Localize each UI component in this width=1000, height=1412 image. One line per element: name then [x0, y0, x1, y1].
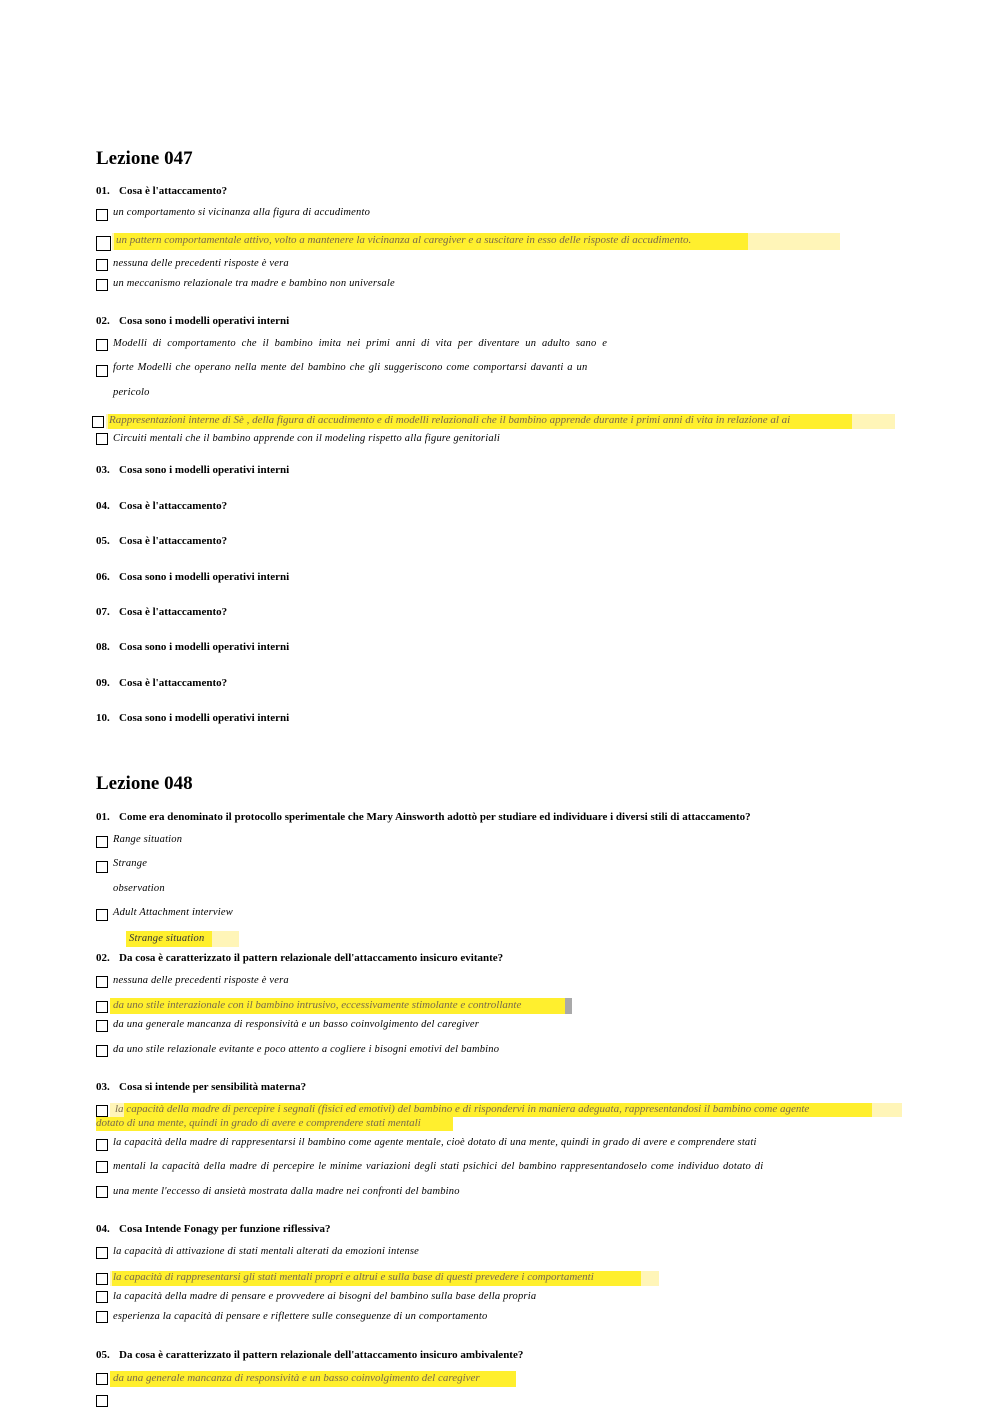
- question-number: 10.: [96, 712, 110, 724]
- l47-q10: [96, 712, 289, 724]
- answer-checkbox[interactable]: [96, 1247, 108, 1259]
- question-number: 02.: [96, 315, 110, 327]
- question-text: Cosa è l'attaccamento?: [119, 535, 228, 547]
- answer-text-highlighted: la capacità di rappresentarsi gli stati mentali propri e altrui e sulla base di questi prevedere i comportamenti: [113, 1271, 594, 1283]
- answer-checkbox[interactable]: [96, 1139, 108, 1151]
- answer-text: pericolo: [113, 387, 150, 398]
- question-number: 08.: [96, 641, 110, 653]
- l47-q07: [96, 606, 227, 618]
- answer-text: Strange: [113, 858, 148, 869]
- answer-checkbox[interactable]: [96, 236, 111, 251]
- answer-checkbox[interactable]: [92, 416, 104, 428]
- answer-checkbox[interactable]: [96, 976, 108, 988]
- question-number: 03.: [96, 464, 110, 476]
- answer-checkbox[interactable]: [96, 279, 108, 291]
- question-text: Cosa sono i modelli operativi interni: [119, 315, 290, 327]
- l47-q01: [96, 185, 227, 197]
- answer-checkbox[interactable]: [96, 1161, 108, 1173]
- answer-checkbox[interactable]: [96, 1291, 108, 1303]
- answer-checkbox[interactable]: [96, 1045, 108, 1057]
- question-number: 03.: [96, 1081, 110, 1093]
- answer-text: una mente l'eccesso di ansietà mostrata dalla madre nei confronti del bambino: [113, 1186, 460, 1197]
- question-number: 01.: [96, 811, 110, 823]
- answer-text: da una generale mancanza di responsività e un basso coinvolgimento del caregiver: [113, 1019, 480, 1030]
- answer-text: esperienza la capacità di pensare e riflettere sulle conseguenze di un comportamento: [113, 1311, 488, 1322]
- question-text: Cosa sono i modelli operativi interni: [119, 712, 290, 724]
- question-text: Cosa è l'attaccamento?: [119, 606, 228, 618]
- answer-checkbox[interactable]: [96, 209, 108, 221]
- answer-checkbox[interactable]: [96, 433, 108, 445]
- l48-q01: [96, 811, 751, 823]
- l47-q04: [96, 500, 227, 512]
- l47-q03: [96, 464, 289, 476]
- answer-text: nessuna delle precedenti risposte è vera: [113, 975, 289, 986]
- answer-checkbox[interactable]: [96, 1311, 108, 1323]
- answer-text: Range situation: [113, 834, 183, 845]
- answer-checkbox[interactable]: [96, 1105, 108, 1117]
- question-text: Da cosa è caratterizzato il pattern relazionale dell'attaccamento insicuro evitante?: [119, 952, 504, 964]
- answer-text: Modelli di comportamento che il bambino imita nei primi anni di vita per diventare un adulto sano e: [113, 338, 608, 349]
- answer-text: nessuna delle precedenti risposte è vera: [113, 258, 289, 269]
- l48-q03: [96, 1081, 306, 1093]
- question-number: 05.: [96, 1349, 110, 1361]
- answer-text-highlighted: da uno stile interazionale con il bambino intrusivo, eccessivamente stimolante e controllante: [113, 999, 522, 1011]
- answer-text: la capacità della madre di rappresentarsi il bambino come agente mentale, cioè dotato di una mente, quindi in grado di avere e comprendere stati: [113, 1137, 757, 1148]
- question-number: 01.: [96, 185, 110, 197]
- question-text: Cosa sono i modelli operativi interni: [119, 464, 290, 476]
- question-number: 05.: [96, 535, 110, 547]
- answer-checkbox[interactable]: [96, 836, 108, 848]
- answer-checkbox[interactable]: [96, 339, 108, 351]
- question-text: Cosa Intende Fonagy per funzione riflessiva?: [119, 1223, 331, 1235]
- answer-text-highlighted: Strange situation: [129, 933, 205, 944]
- answer-checkbox[interactable]: [96, 1373, 108, 1385]
- question-text: Cosa è l'attaccamento?: [119, 185, 228, 197]
- answer-checkbox[interactable]: [96, 1001, 108, 1013]
- answer-checkbox[interactable]: [96, 909, 108, 921]
- question-text: Cosa sono i modelli operativi interni: [119, 571, 290, 583]
- answer-checkbox[interactable]: [96, 861, 108, 873]
- l48-q04: [96, 1223, 331, 1235]
- l47-q02: [96, 315, 289, 327]
- answer-text: la capacità della madre di pensare e provvedere ai bisogni del bambino sulla base della propria: [113, 1291, 537, 1302]
- lesson-048-title: Lezione 048: [96, 773, 193, 794]
- answer-text-highlighted: Rappresentazioni interne di Sè , della figura di accudimento e di modelli relazionali che il bambino apprende durante i primi anni di vita in relazione al ai: [109, 414, 791, 426]
- question-number: 02.: [96, 952, 110, 964]
- lesson-047-title: Lezione 047: [96, 148, 193, 169]
- answer-checkbox[interactable]: [96, 1273, 108, 1285]
- question-number: 07.: [96, 606, 110, 618]
- answer-checkbox[interactable]: [96, 1020, 108, 1032]
- highlight-bar: [565, 998, 572, 1014]
- question-text: Cosa è l'attaccamento?: [119, 677, 228, 689]
- answer-text-highlighted: un pattern comportamentale attivo, volto a mantenere la vicinanza al caregiver e a suscitare in esso delle risposte di accudimento.: [116, 234, 692, 246]
- question-number: 09.: [96, 677, 110, 689]
- answer-checkbox[interactable]: [96, 1395, 108, 1407]
- l47-q09: [96, 677, 227, 689]
- answer-text: un meccanismo relazionale tra madre e bambino non universale: [113, 278, 395, 289]
- question-text: Cosa si intende per sensibilità materna?: [119, 1081, 307, 1093]
- answer-text-highlighted: dotato di una mente, quindi in grado di avere e comprendere stati mentali: [96, 1117, 421, 1129]
- question-text: Da cosa è caratterizzato il pattern relazionale dell'attaccamento insicuro ambivalente?: [119, 1349, 524, 1361]
- question-text: Come era denominato il protocollo sperimentale che Mary Ainsworth adottò per studiare ed individuare i diversi stili di attaccamento?: [119, 811, 751, 823]
- answer-checkbox[interactable]: [96, 365, 108, 377]
- answer-checkbox[interactable]: [96, 1186, 108, 1198]
- question-text: Cosa è l'attaccamento?: [119, 500, 228, 512]
- answer-text: Circuiti mentali che il bambino apprende con il modeling rispetto alla figure genitoriali: [113, 433, 501, 444]
- answer-text: observation: [113, 883, 165, 894]
- l48-q05: [96, 1349, 523, 1361]
- l47-q05: [96, 535, 227, 547]
- answer-text: un comportamento si vicinanza alla figura di accudimento: [113, 207, 371, 218]
- question-number: 06.: [96, 571, 110, 583]
- l47-q08: [96, 641, 289, 653]
- question-text: Cosa sono i modelli operativi interni: [119, 641, 290, 653]
- answer-text: mentali la capacità della madre di percepire le minime variazioni degli stati psichici del bambino rappresentandoselo come individuo dotato di: [113, 1161, 764, 1172]
- answer-checkbox[interactable]: [96, 259, 108, 271]
- answer-text-highlighted: da una generale mancanza di responsività e un basso coinvolgimento del caregiver: [113, 1372, 480, 1384]
- answer-text: la capacità di attivazione di stati mentali alterati da emozioni intense: [113, 1246, 420, 1257]
- answer-text: da uno stile relazionale evitante e poco attento a cogliere i bisogni emotivi del bambino: [113, 1044, 500, 1055]
- question-number: 04.: [96, 500, 110, 512]
- l47-q06: [96, 571, 289, 583]
- answer-text-highlighted: la capacità della madre di percepire i segnali (fisici ed emotivi) del bambino e di rispondervi in maniera adeguata, rappresentandosi il bambino come agente: [115, 1103, 810, 1115]
- question-number: 04.: [96, 1223, 110, 1235]
- l48-q02: [96, 952, 503, 964]
- answer-text: Adult Attachment interview: [113, 907, 233, 918]
- answer-text: forte Modelli che operano nella mente del bambino che gli suggeriscono come comportarsi davanti a un: [113, 362, 588, 373]
